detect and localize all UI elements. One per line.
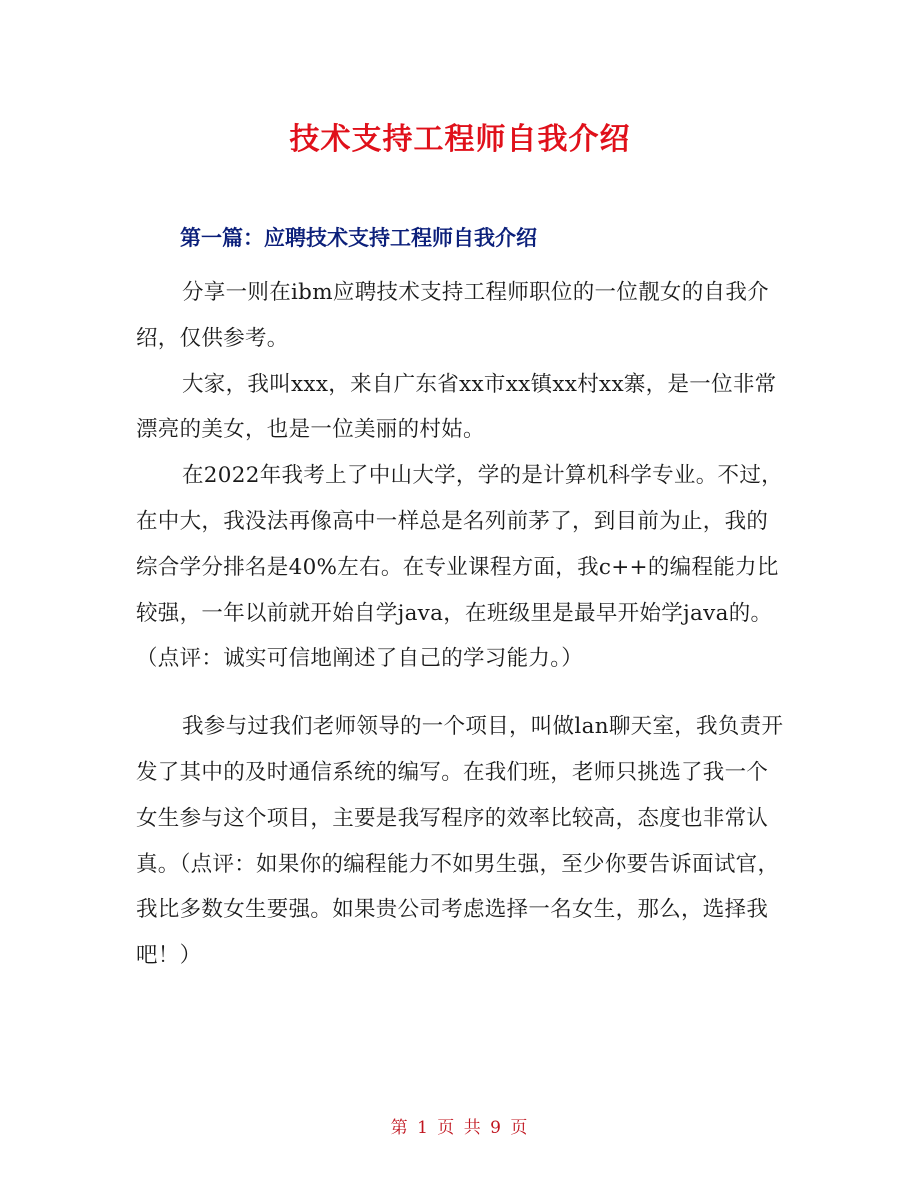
paragraph-intro: 分享一则在ibm应聘技术支持工程师职位的一位靓女的自我介绍，仅供参考。 — [136, 280, 769, 351]
page-number-footer: 第 1 页 共 9 页 — [390, 1118, 530, 1138]
document-title: 技术支持工程师自我介绍 — [289, 122, 631, 157]
paragraph-self-intro: 大家，我叫xxx，来自广东省xx市xx镇xx村xx寨，是一位非常漂亮的美女，也是一位美丽的村姑。 — [136, 371, 777, 443]
section-heading: 第一篇：应聘技术支持工程师自我介绍 — [180, 226, 537, 250]
document-body — [136, 270, 788, 979]
paragraph-project: 我参与过我们老师领导的一个项目，叫做lan聊天室，我负责开发了其中的及时通信系统的编写。在我们班，老师只挑选了我一个女生参与这个项目，主要是我写程序的效率比较高，态度也非常认真。（点评：如果你的编程能力不如男生强，至少你要告诉面试官，我比多数女生要强。如果贵公司考虑选择一名女生，那么，选择我吧！） — [136, 714, 784, 969]
paragraph-education: 在2022年我考上了中山大学，学的是计算机科学专业。不过，在中大，我没法再像高中一样总是名列前茅了，到目前为止，我的综合学分排名是40%左右。在专业课程方面，我c++的编程能力比较强，一年以前就开始自学java，在班级里是最早开始学java的。（点评：诚实可信地阐述了自己的学习能力。） — [136, 463, 783, 672]
